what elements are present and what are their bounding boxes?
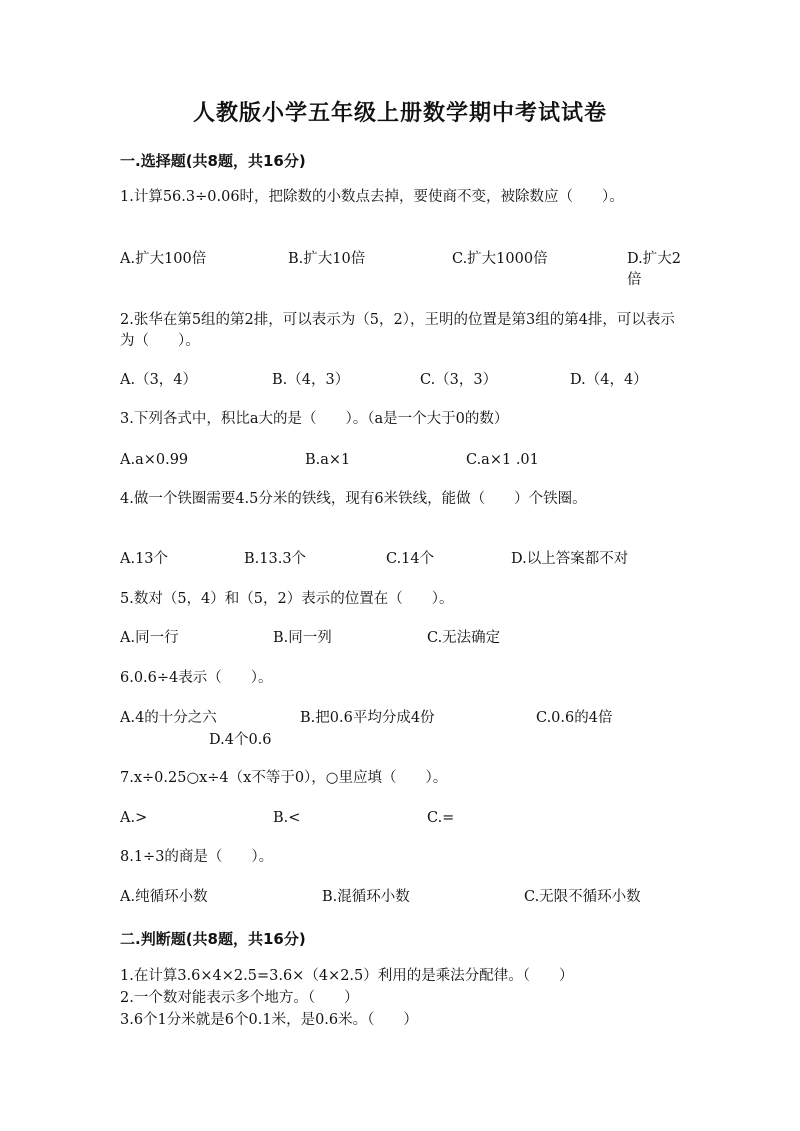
judgement-item-2: 2.一个数对能表示多个地方。（ ） — [120, 990, 359, 1006]
question-5: 5.数对（5，4）和（5，2）表示的位置在（ ）。 — [120, 591, 454, 607]
question-6: 6.0.6÷4表示（ ）。 — [120, 670, 273, 686]
judgement-item-1: 1.在计算3.6×4×2.5=3.6×（4×2.5）利用的是乘法分配律。（ ） — [120, 968, 574, 984]
q6-option-d[interactable]: D.4个0.6 — [209, 732, 272, 748]
q5-option-c[interactable]: C.无法确定 — [427, 630, 501, 646]
q4-option-a[interactable]: A.13个 — [120, 551, 169, 567]
q1-option-c[interactable]: C.扩大1000倍 — [452, 251, 548, 267]
question-1: 1.计算56.3÷0.06时，把除数的小数点去掉，要使商不变，被除数应（ ）。 — [120, 189, 624, 205]
question-2: 2.张华在第5组的第2排，可以表示为（5，2），王明的位置是第3组的第4排，可以表示为（ ）。 — [120, 312, 675, 349]
q8-option-b[interactable]: B.混循环小数 — [322, 889, 410, 905]
q1-option-a[interactable]: A.扩大100倍 — [120, 251, 207, 267]
q7-option-a[interactable]: A.> — [120, 810, 148, 826]
q2-option-d[interactable]: D.（4，4） — [570, 372, 648, 388]
q8-option-c[interactable]: C.无限不循环小数 — [524, 889, 641, 905]
judgement-item-3: 3.6个1分米就是6个0.1米，是0.6米。（ ） — [120, 1012, 418, 1028]
q1-option-d[interactable]: D.扩大2倍 — [627, 251, 681, 288]
q5-option-b[interactable]: B.同一列 — [273, 630, 332, 646]
q8-option-a[interactable]: A.纯循环小数 — [120, 889, 208, 905]
q6-option-b[interactable]: B.把0.6平均分成4份 — [300, 710, 435, 726]
q1-option-b[interactable]: B.扩大10倍 — [288, 251, 366, 267]
section-heading-judgement: 二.判断题(共8题，共16分) — [120, 930, 306, 948]
question-8: 8.1÷3的商是（ ）。 — [120, 849, 274, 865]
section-heading-choice: 一.选择题(共8题，共16分) — [120, 152, 306, 170]
q3-option-b[interactable]: B.a×1 — [305, 452, 351, 468]
q4-option-c[interactable]: C.14个 — [386, 551, 435, 567]
q2-option-c[interactable]: C.（3，3） — [420, 372, 498, 388]
question-3: 3.下列各式中，积比a大的是（ ）。（a是一个大于0的数） — [120, 411, 509, 427]
q7-option-b[interactable]: B.< — [273, 810, 301, 826]
q3-option-a[interactable]: A.a×0.99 — [120, 452, 189, 468]
question-4: 4.做一个铁圈需要4.5分米的铁线，现有6米铁线，能做（ ）个铁圈。 — [120, 491, 587, 507]
page-title: 人教版小学五年级上册数学期中考试试卷 — [192, 101, 607, 126]
q4-option-b[interactable]: B.13.3个 — [244, 551, 307, 567]
q6-option-c[interactable]: C.0.6的4倍 — [536, 710, 613, 726]
q4-option-d[interactable]: D.以上答案都不对 — [511, 551, 629, 567]
q2-option-a[interactable]: A.（3，4） — [120, 372, 198, 388]
question-7: 7.x÷0.25○x÷4（x不等于0），○里应填（ ）。 — [120, 770, 448, 786]
q5-option-a[interactable]: A.同一行 — [120, 630, 179, 646]
q2-option-b[interactable]: B.（4，3） — [272, 372, 350, 388]
q7-option-c[interactable]: C.= — [427, 810, 455, 826]
q6-option-a[interactable]: A.4的十分之六 — [120, 710, 217, 726]
q3-option-c[interactable]: C.a×1 .01 — [466, 452, 539, 468]
